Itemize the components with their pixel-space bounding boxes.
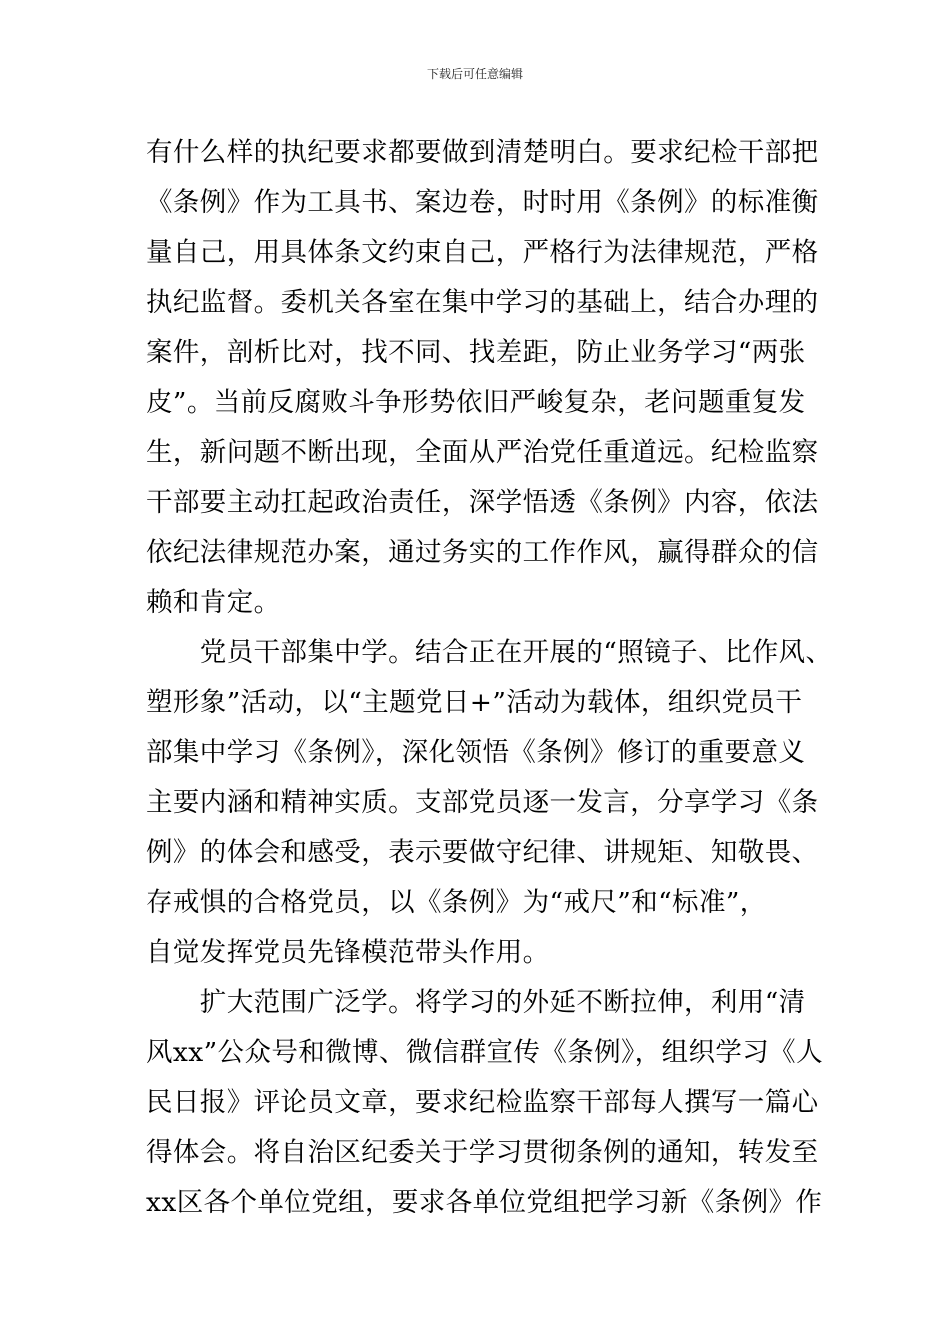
- text-line: xx区各个单位党组，要求各单位党组把学习新《条例》作: [146, 1187, 823, 1218]
- text-line: 依纪法律规范办案，通过务实的工作作风，赢得群众的信: [146, 537, 819, 568]
- text-line: 得体会。将自治区纪委关于学习贯彻条例的通知，转发至: [146, 1137, 819, 1168]
- document-body: [146, 128, 833, 1228]
- text-line: 存戒惧的合格党员，以《条例》为“戒尺”和“标准”，: [146, 887, 767, 918]
- text-line: 风xx”公众号和微博、微信群宣传《条例》，组织学习《人: [146, 1037, 823, 1068]
- text-line: 生，新问题不断出现，全面从严治党任重道远。纪检监察: [146, 437, 819, 468]
- text-line: 例》的体会和感受，表示要做守纪律、讲规矩、知敬畏、: [146, 837, 819, 868]
- text-line: 执纪监督。委机关各室在集中学习的基础上，结合办理的: [146, 287, 819, 318]
- text-line: 案件，剖析比对，找不同、找差距，防止业务学习“两张: [146, 337, 806, 368]
- text-line: 党员干部集中学。结合正在开展的“照镜子、比作风、: [146, 637, 833, 668]
- text-line: 塑形象”活动，以“主题党日+”活动为载体，组织党员干: [146, 687, 803, 718]
- page-header: 下载后可任意编辑: [426, 67, 523, 81]
- text-line: 主要内涵和精神实质。支部党员逐一发言，分享学习《条: [146, 787, 819, 818]
- text-line: 皮”。当前反腐败斗争形势依旧严峻复杂，老问题重复发: [146, 387, 806, 418]
- text-line: 部集中学习《条例》，深化领悟《条例》修订的重要意义: [146, 737, 806, 768]
- text-line: 有什么样的执纪要求都要做到清楚明白。要求纪检干部把: [146, 137, 819, 168]
- text-line: 量自己，用具体条文约束自己，严格行为法律规范，严格: [146, 237, 819, 268]
- text-line: 干部要主动扛起政治责任，深学悟透《条例》内容，依法: [146, 487, 819, 518]
- text-line: 赖和肯定。: [146, 587, 281, 618]
- text-line: 自觉发挥党员先锋模范带头作用。: [146, 937, 550, 968]
- text-line: 扩大范围广泛学。将学习的外延不断拉伸，利用“清: [146, 987, 806, 1018]
- text-line: 《条例》作为工具书、案边卷，时时用《条例》的标准衡: [146, 187, 819, 218]
- text-line: 民日报》评论员文章，要求纪检监察干部每人撰写一篇心: [146, 1087, 819, 1118]
